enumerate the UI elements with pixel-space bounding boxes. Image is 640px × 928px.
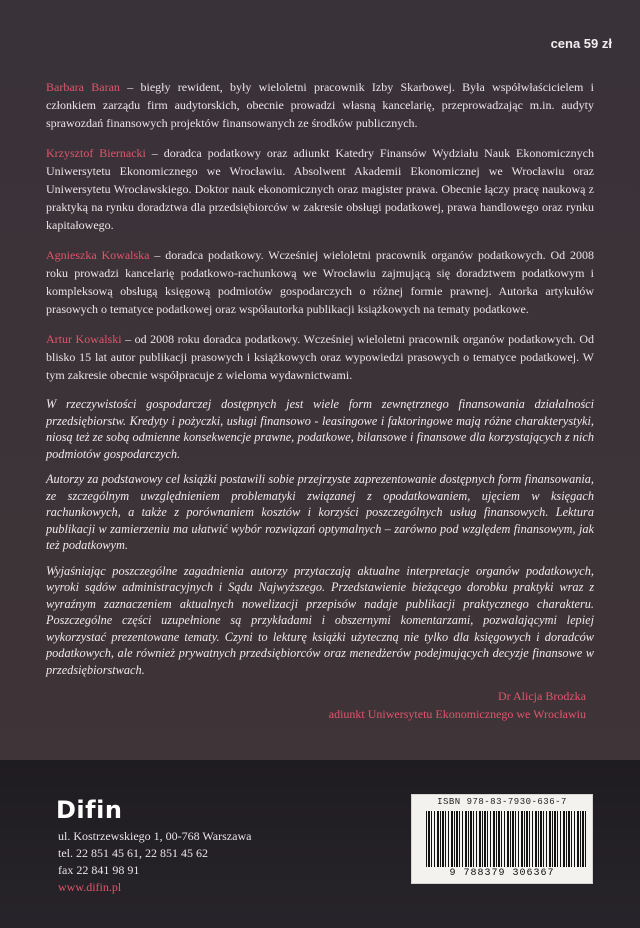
reviewer-title: adiunkt Uniwersytetu Ekonomicznego we Wrocławiu	[328, 707, 586, 721]
author-name: Artur Kowalski	[46, 332, 122, 346]
author-bio-text: – od 2008 roku doradca podatkowy. Wcześniej wieloletni pracownik organów podatkowych. Od blisko 15 lat autor publikacji prasowych i książkowych oraz wypowiedzi prasowych o tematyce podatkowej. W tym zakresie obecnie współpracuje z wieloma wydawnictwami.	[46, 332, 594, 382]
author-name: Agnieszka Kowalska	[46, 248, 150, 262]
author-bio	[46, 330, 594, 384]
author-bio	[46, 246, 594, 318]
author-bio-text: – biegły rewident, były wieloletni pracownik Izby Skarbowej. Była współwłaścicielem i członkiem zarządu firm audytorskich, obecnie prowadzi własną kancelarię, przeprowadzając m.in. audyty sprawozdań finansowych projektów finansowanych ze środków publicznych.	[46, 80, 594, 130]
price-label: cena 59 zł	[550, 36, 612, 51]
reviewer-signature	[46, 687, 594, 723]
description-paragraph: Wyjaśniając poszczególne zagadnienia autorzy przytaczają aktualne interpretacje organów podatkowych, wyroki sądów administracyjnych i Sądu Najwyższego. Przedstawienie bieżącego dorobku praktyki wraz z wyraźnym zaznaczeniem aktualnych nowelizacji przepisów nadaje publikacji praktycznego charakteru. Poszczególne części uzupełnione są przykładami i obszernymi komentarzami, pozwalającymi lepiej wykorzystać prezentowane tematy. Czyni to lekturę książki użyteczną nie tylko dla księgowych i doradców podatkowych, ale również prywatnych przedsiębiorców oraz menedżerów podejmujących decyzje finansowe w przedsiębiorstwach.	[46, 563, 594, 677]
back-cover-content	[46, 78, 594, 723]
author-bio-text: – doradca podatkowy. Wcześniej wieloletni pracownik organów podatkowych. Od 2008 roku prowadzi kancelarię podatkowo-rachunkową we Wrocławiu zajmującą się doradztwem podatkowym i kompleksową obsługą księgową podmiotów gospodarczych o różnej formie prawnej. Autorka artykułów prasowych o tematyce podatkowej oraz współautorka publikacji książkowych na tematy podatkowe.	[46, 248, 595, 316]
publisher-contact	[58, 828, 251, 896]
publisher-website: www.difin.pl	[58, 880, 122, 894]
author-bio	[46, 78, 594, 132]
author-name: Barbara Baran	[46, 80, 120, 94]
reviewer-name: Dr Alicja Brodzka	[498, 689, 586, 703]
description-paragraph: Autorzy za podstawowy cel książki postawili sobie przejrzyste zaprezentowanie dostępnych form finansowania, ze szczególnym uwzględnieniem problematyki związanej z opodatkowaniem, ujęciem w księgach rachunkowych, a także z porównaniem kosztów i korzyści poszczególnych usług finansowych. Lektura publikacji w zamierzeniu ma ułatwić wybór rozwiązań optymalnych – zarówno pod względem finansowym, jak też podatkowym.	[46, 472, 594, 552]
author-bio	[46, 144, 594, 234]
publisher-logo: Difin	[56, 796, 123, 824]
author-bio-text: – doradca podatkowy oraz adiunkt Katedry Finansów Wydziału Nauk Ekonomicznych Uniwersytetu Ekonomicznego we Wrocławiu. Absolwent Akademii Ekonomicznej we Wrocławiu oraz Uniwersytetu Wrocławskiego. Doktor nauk ekonomicznych oraz magister prawa. Obecnie łączy pracę naukową z praktyką na rynku doradztwa dla przedsiębiorców w zakresie obsługi podatkowej, prawa handlowego oraz rynku kapitałowego.	[46, 146, 594, 232]
description-paragraph: W rzeczywistości gospodarczej dostępnych jest wiele form zewnętrznego finansowania działalności przedsiębiorstw. Kredyty i pożyczki, usługi finansowo - leasingowe i faktoringowe mają różne charakterystyki, niosą też ze sobą odmienne konsekwencje prawne, podatkowe, bilansowe i finansowe dla korzystających z nich podmiotów gospodarczych.	[46, 397, 594, 461]
isbn-label: ISBN 978-83-7930-636-7	[437, 797, 567, 807]
publisher-fax: fax 22 841 98 91	[58, 863, 140, 877]
publisher-address: ul. Kostrzewskiego 1, 00-768 Warszawa	[58, 829, 252, 843]
isbn-barcode-box	[411, 794, 593, 884]
author-name: Krzysztof Biernacki	[46, 146, 146, 160]
publisher-tel: tel. 22 851 45 61, 22 851 45 62	[58, 846, 208, 860]
barcode-digits: 9 788379 306367	[449, 868, 555, 879]
barcode-icon	[426, 811, 586, 867]
